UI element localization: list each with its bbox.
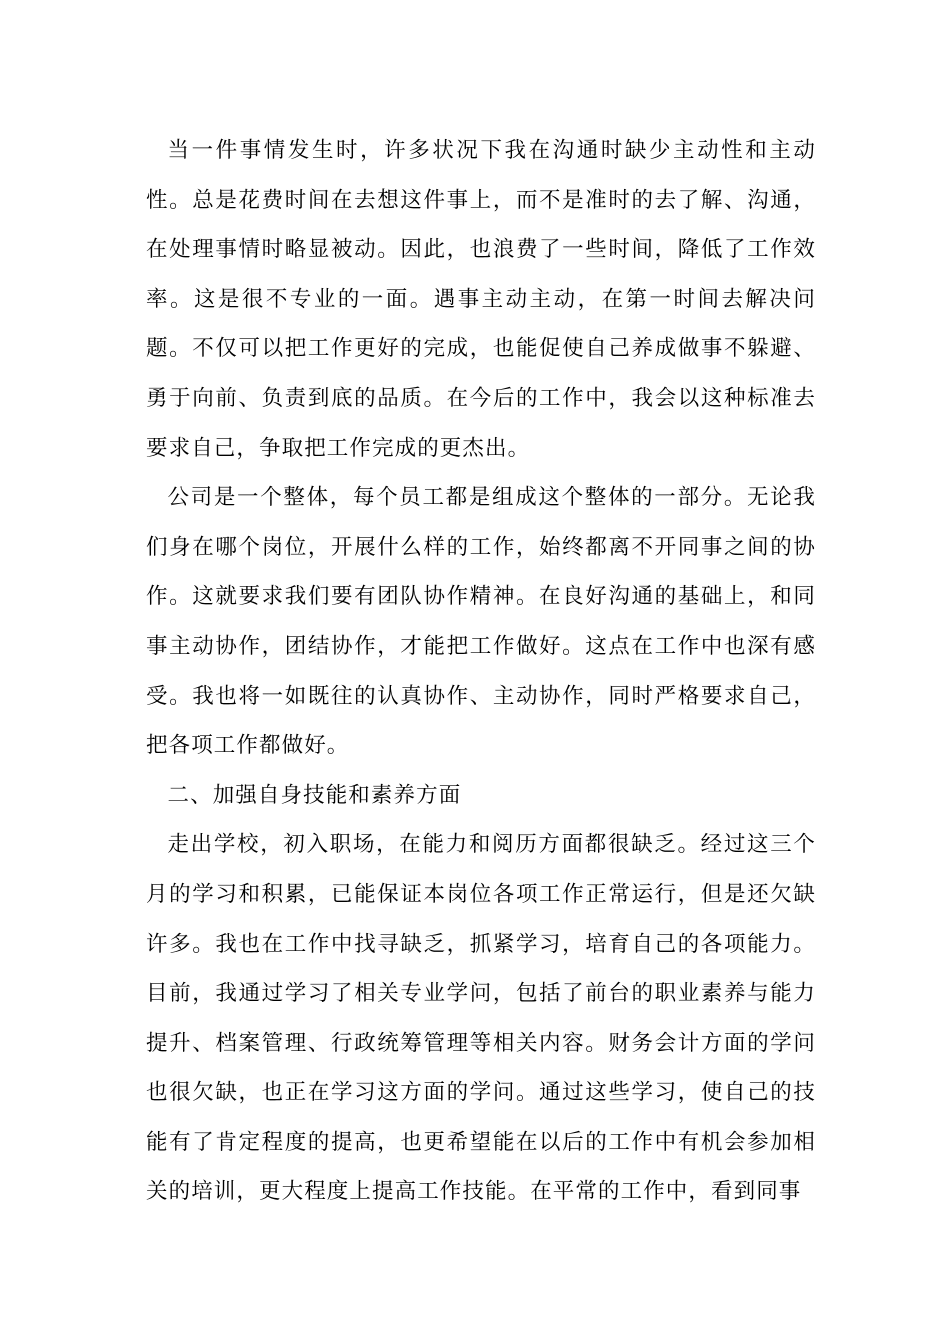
document-body — [146, 126, 816, 1217]
paragraph-communication: 当一件事情发生时，许多状况下我在沟通时缺少主动性和主动性。总是花费时间在去想这件事上，而不是准时的去了解、沟通，在处理事情时略显被动。因此，也浪费了一些时间，降低了工作效率。这是很不专业的一面。遇事主动主动，在第一时间去解决问题。不仅可以把工作更好的完成，也能促使自己养成做事不躲避、勇于向前、负责到底的品质。在今后的工作中，我会以这种标准去要求自己，争取把工作完成的更杰出。 — [146, 138, 816, 461]
paragraph-skills: 走出学校，初入职场，在能力和阅历方面都很缺乏。经过这三个月的学习和积累，已能保证本岗位各项工作正常运行，但是还欠缺许多。我也在工作中找寻缺乏，抓紧学习，培育自己的各项能力。目前，我通过学习了相关专业学问，包括了前台的职业素养与能力提升、档案管理、行政统筹管理等相关内容。财务会计方面的学问也很欠缺，也正在学习这方面的学问。通过这些学习，使自己的技能有了肯定程度的提高，也更希望能在以后的工作中有机会参加相关的培训，更大程度上提高工作技能。在平常的工作中，看到同事 — [146, 832, 816, 1205]
section-heading: 二、加强自身技能和素养方面 — [167, 782, 462, 808]
paragraph-teamwork: 公司是一个整体，每个员工都是组成这个整体的一部分。无论我们身在哪个岗位，开展什么样的工作，始终都离不开同事之间的协作。这就要求我们要有团队协作精神。在良好沟通的基础上，和同事主动协作，团结协作，才能把工作做好。这点在工作中也深有感受。我也将一如既往的认真协作、主动协作，同时严格要求自己，把各项工作都做好。 — [146, 485, 816, 759]
